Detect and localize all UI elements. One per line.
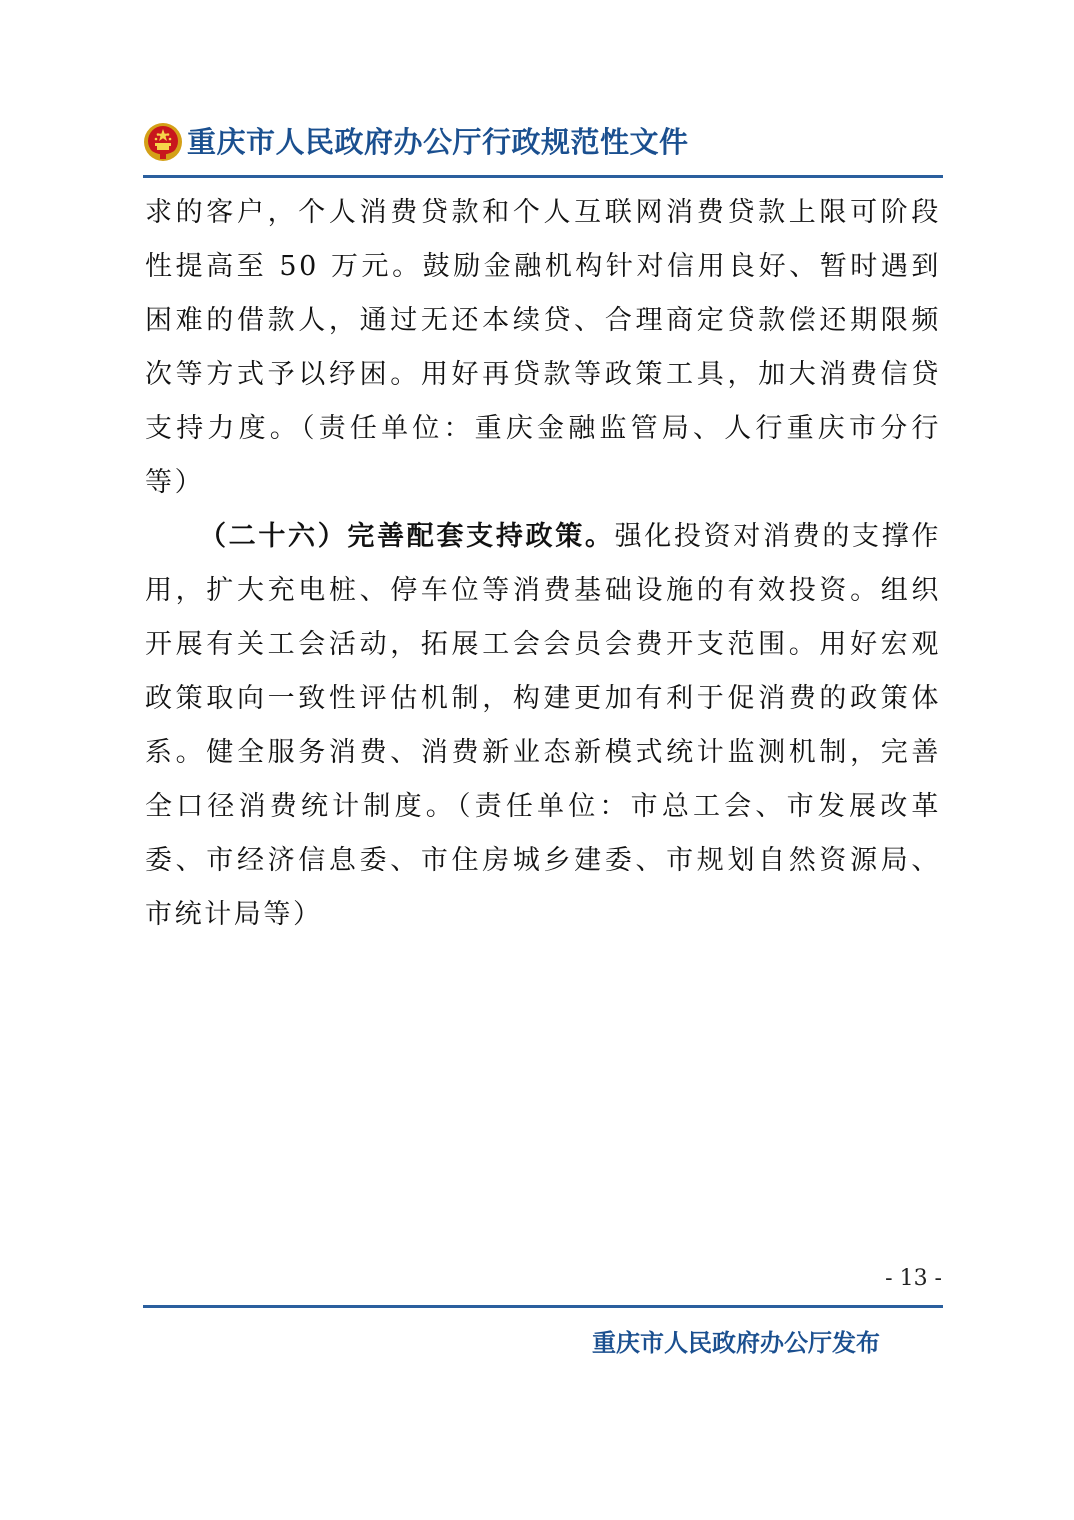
- footer-publisher: 重庆市人民政府办公厅发布: [592, 1329, 880, 1357]
- document-header: [143, 118, 943, 170]
- body-paragraph-1: 求的客户，个人消费贷款和个人互联网消费贷款上限可阶段性提高至 50 万元。鼓励金融机构针对信用良好、暂时遇到困难的借款人，通过无还本续贷、合理商定贷款偿还期限频次等方式予以纾困。用好再贷款等政策工具，加大消费信贷支持力度。（责任单位：重庆金融监管局、人行重庆市分行等）: [145, 197, 941, 498]
- national-emblem-icon: [143, 122, 183, 162]
- document-body: [145, 186, 941, 942]
- header-title: 重庆市人民政府办公厅行政规范性文件: [187, 125, 689, 159]
- section-text: 强化投资对消费的支撑作用，扩大充电桩、停车位等消费基础设施的有效投资。组织开展有关工会活动，拓展工会会员会费开支范围。用好宏观政策取向一致性评估机制，构建更加有利于促消费的政策体系。健全服务消费、消费新业态新模式统计监测机制，完善全口径消费统计制度。（责任单位：市总工会、市发展改革委、市经济信息委、市住房城乡建委、市规划自然资源局、市统计局等）: [145, 521, 941, 930]
- section-heading: （二十六）完善配套支持政策。: [199, 521, 615, 552]
- footer-divider: [143, 1305, 943, 1308]
- header-divider: [143, 175, 943, 178]
- body-paragraph-2: [145, 510, 941, 942]
- page-number: - 13 -: [885, 1266, 942, 1291]
